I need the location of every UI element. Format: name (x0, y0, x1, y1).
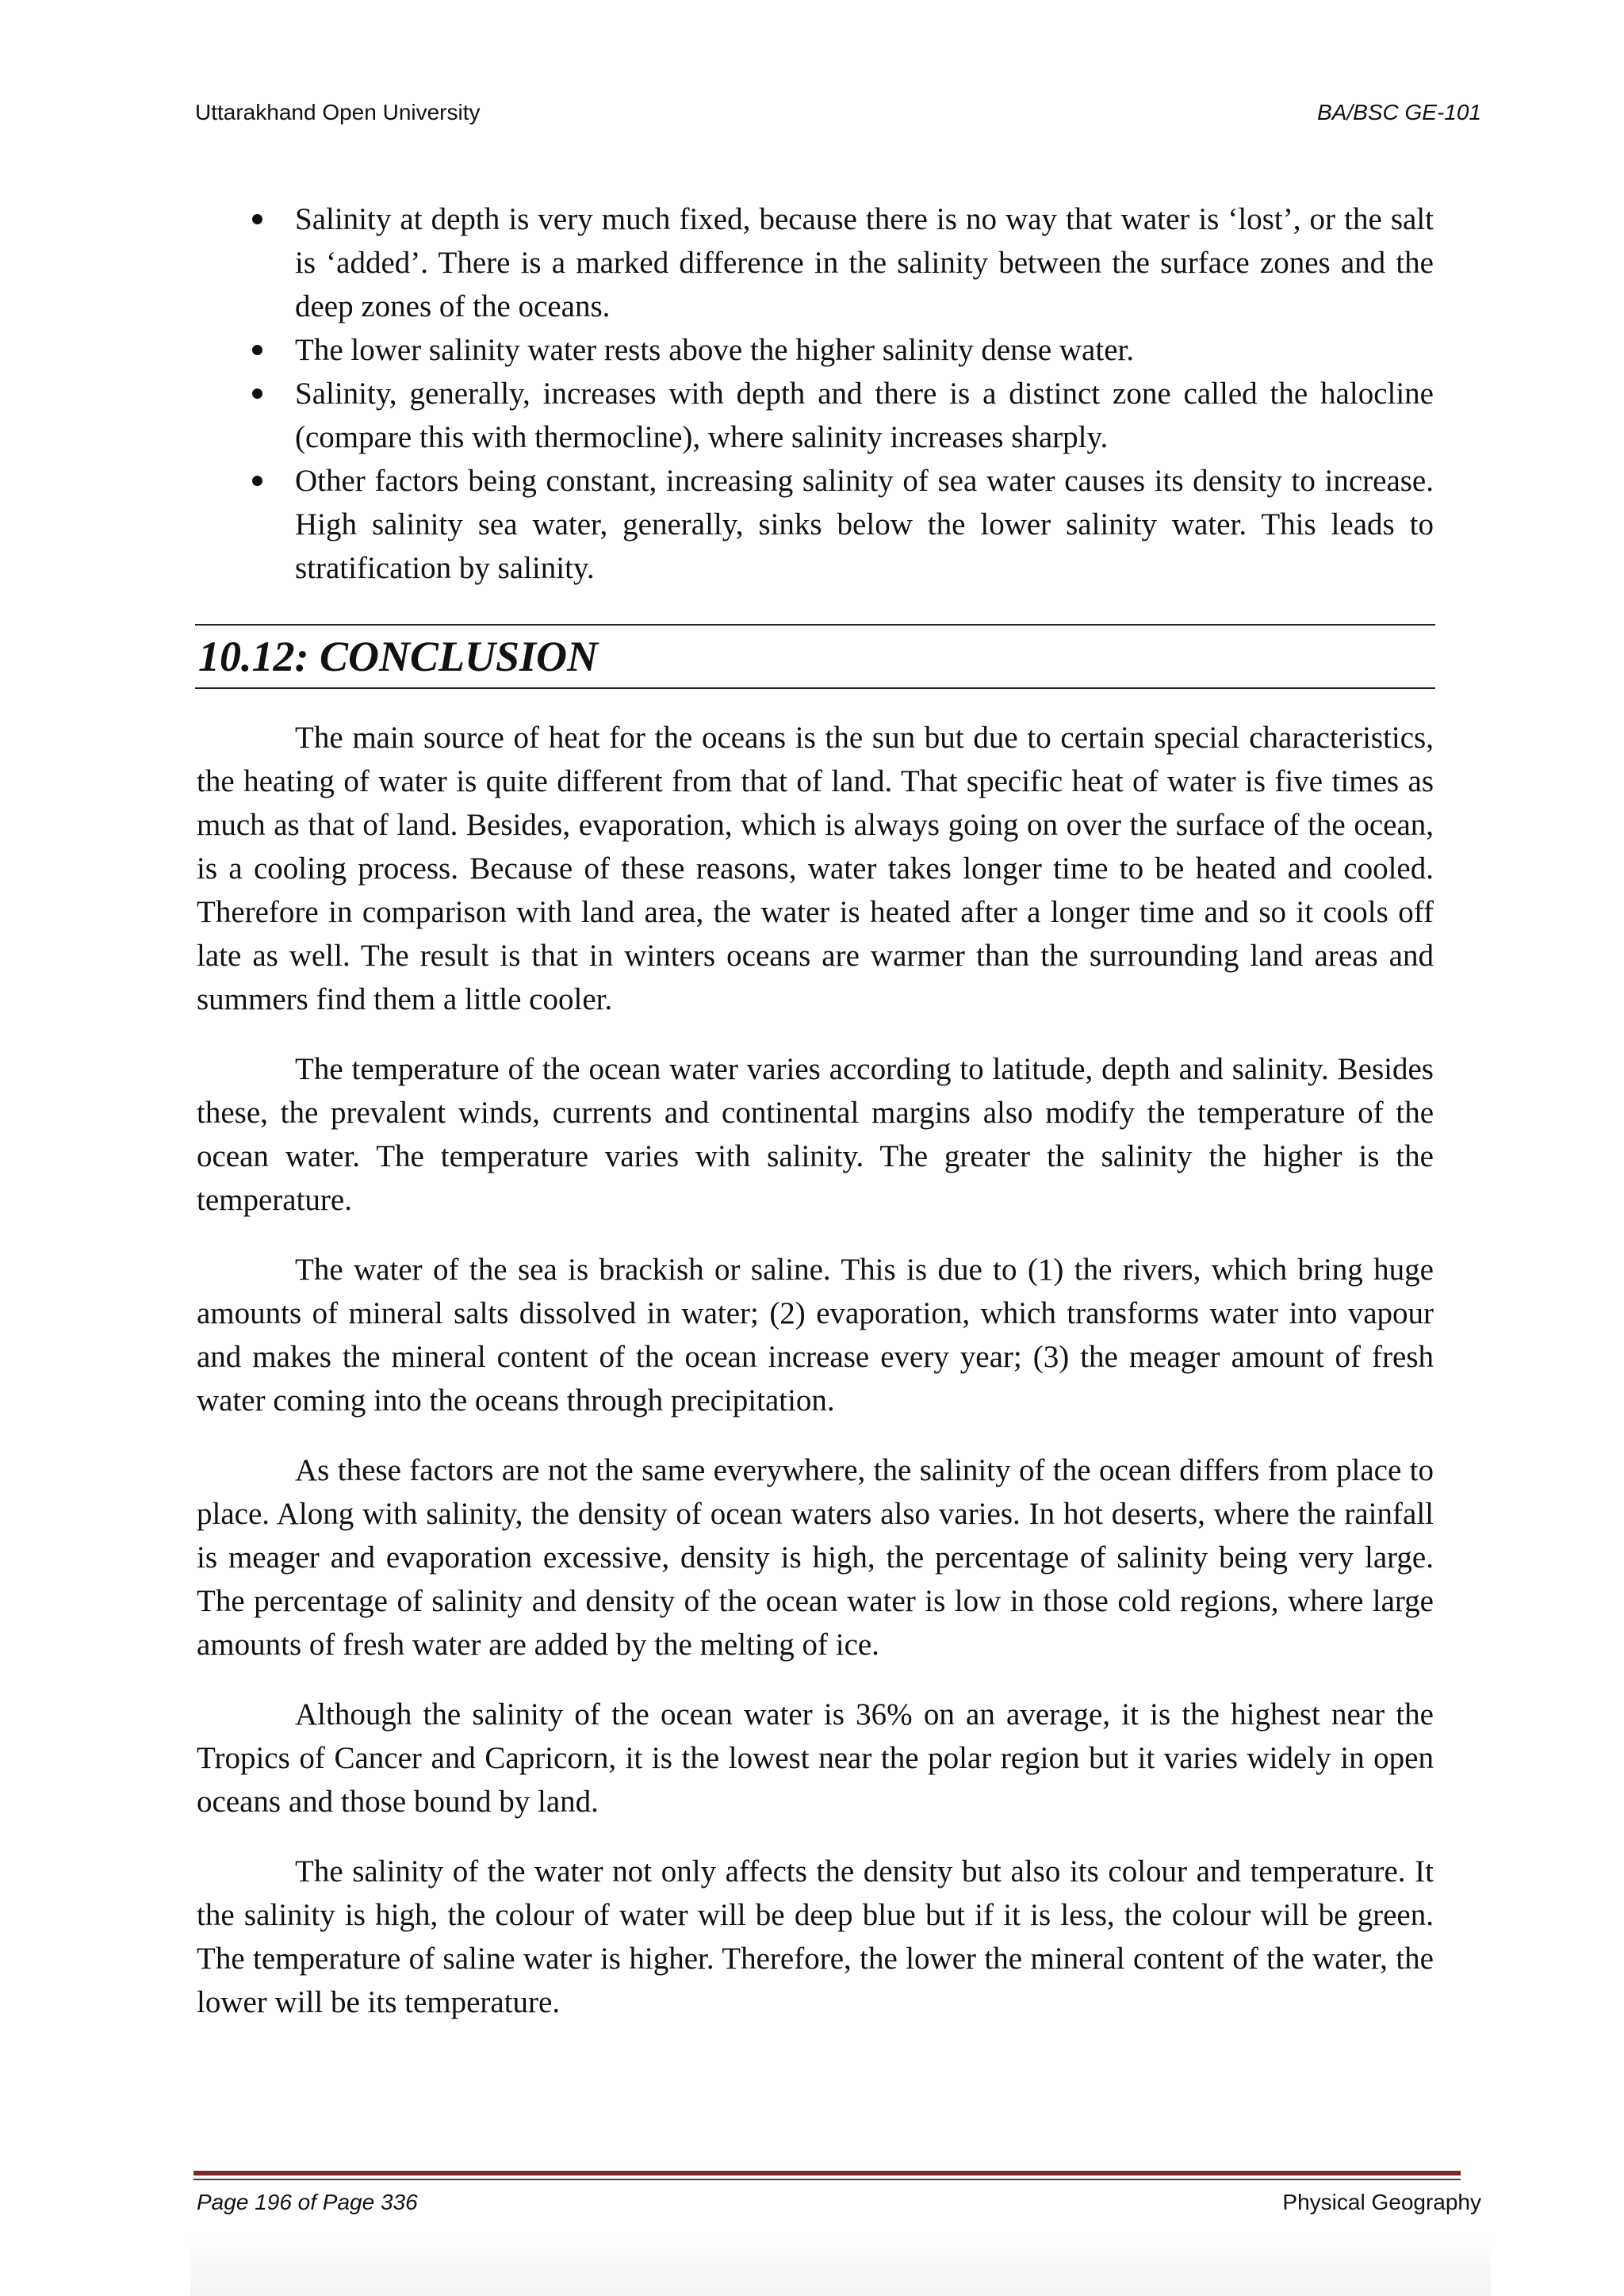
running-footer (197, 2190, 1481, 2221)
bullet-icon (252, 345, 262, 355)
paragraph: The salinity of the water not only affects the density but also its colour and temperature. It the salinity is high, the colour of water will be deep blue but if it is less, the colour will be green. The temperature of saline water is higher. Therefore, the lower the mineral content of the water, the lower will be its temperature. (197, 1854, 1434, 2019)
conclusion-body (197, 716, 1434, 2050)
paragraph: The temperature of the ocean water varies according to latitude, depth and salinity. Besides these, the prevalent winds, currents and continental margins also modify the temperature of the ocean water. The temperature varies with salinity. The greater the salinity the higher is the temperature. (197, 1052, 1434, 1217)
bullet-text: Salinity, generally, increases with depth and there is a distinct zone called the halocline (compare this with thermocline), where salinity increases sharply. (295, 377, 1434, 454)
bullet-text: Other factors being constant, increasing salinity of sea water causes its density to increase. High salinity sea water, generally, sinks below the lower salinity water. This leads to stratification by salinity. (295, 464, 1434, 585)
salinity-bullet-list (246, 197, 1434, 590)
running-header (195, 100, 1481, 132)
header-institution: Uttarakhand Open University (195, 100, 481, 124)
bullet-icon (252, 214, 262, 224)
footer-subject: Physical Geography (1282, 2190, 1481, 2214)
bullet-text: The lower salinity water rests above the higher salinity dense water. (295, 333, 1135, 367)
page-bottom-shade (190, 2234, 1491, 2296)
paragraph: The main source of heat for the oceans is the sun but due to certain special characteristics, the heating of water is quite different from that of land. That specific heat of water is five times as much as that of land. Besides, evaporation, which is always going on over the surface of the ocean, is a cooling process. Because of these reasons, water takes longer time to be heated and cooled. Therefore in comparison with land area, the water is heated after a longer time and so it cools off late as well. The result is that in winters oceans are warmer than the surrounding land areas and summers find them a little cooler. (197, 721, 1434, 1016)
bullet-item (246, 197, 1434, 328)
paragraph: As these factors are not the same everywhere, the salinity of the ocean differs from place to place. Along with salinity, the density of ocean waters also varies. In hot deserts, where the rainfall is meager and evaporation excessive, density is high, the percentage of salinity being very large. The percentage of salinity and density of the ocean water is low in those cold regions, where large amounts of fresh water are added by the melting of ice. (197, 1453, 1434, 1662)
paragraph: The water of the sea is brackish or saline. This is due to (1) the rivers, which bring huge amounts of mineral salts dissolved in water; (2) evaporation, which transforms water into vapour and makes the mineral content of the ocean increase every year; (3) the meager amount of fresh water coming into the oceans through precipitation. (197, 1253, 1434, 1418)
footer-divider (193, 2171, 1461, 2175)
paragraph: Although the salinity of the ocean water is 36% on an average, it is the highest near the Tropics of Cancer and Capricorn, it is the lowest near the polar region but it varies widely in open oceans and those bound by land. (197, 1697, 1434, 1819)
bullet-item (246, 459, 1434, 590)
bullet-text: Salinity at depth is very much fixed, because there is no way that water is ‘lost’, or the salt is ‘added’. There is a marked difference in the salinity between the surface zones and the deep zones of the oceans. (295, 202, 1434, 323)
bullet-icon (252, 388, 262, 399)
section-heading-box (195, 624, 1435, 689)
bullet-item (246, 328, 1434, 372)
footer-divider-thin (193, 2179, 1461, 2180)
header-course-code: BA/BSC GE-101 (1317, 100, 1481, 124)
page-number: Page 196 of Page 336 (197, 2190, 418, 2214)
bullet-item (246, 372, 1434, 459)
bullet-icon (252, 476, 262, 486)
section-title: 10.12: CONCLUSION (198, 633, 599, 680)
